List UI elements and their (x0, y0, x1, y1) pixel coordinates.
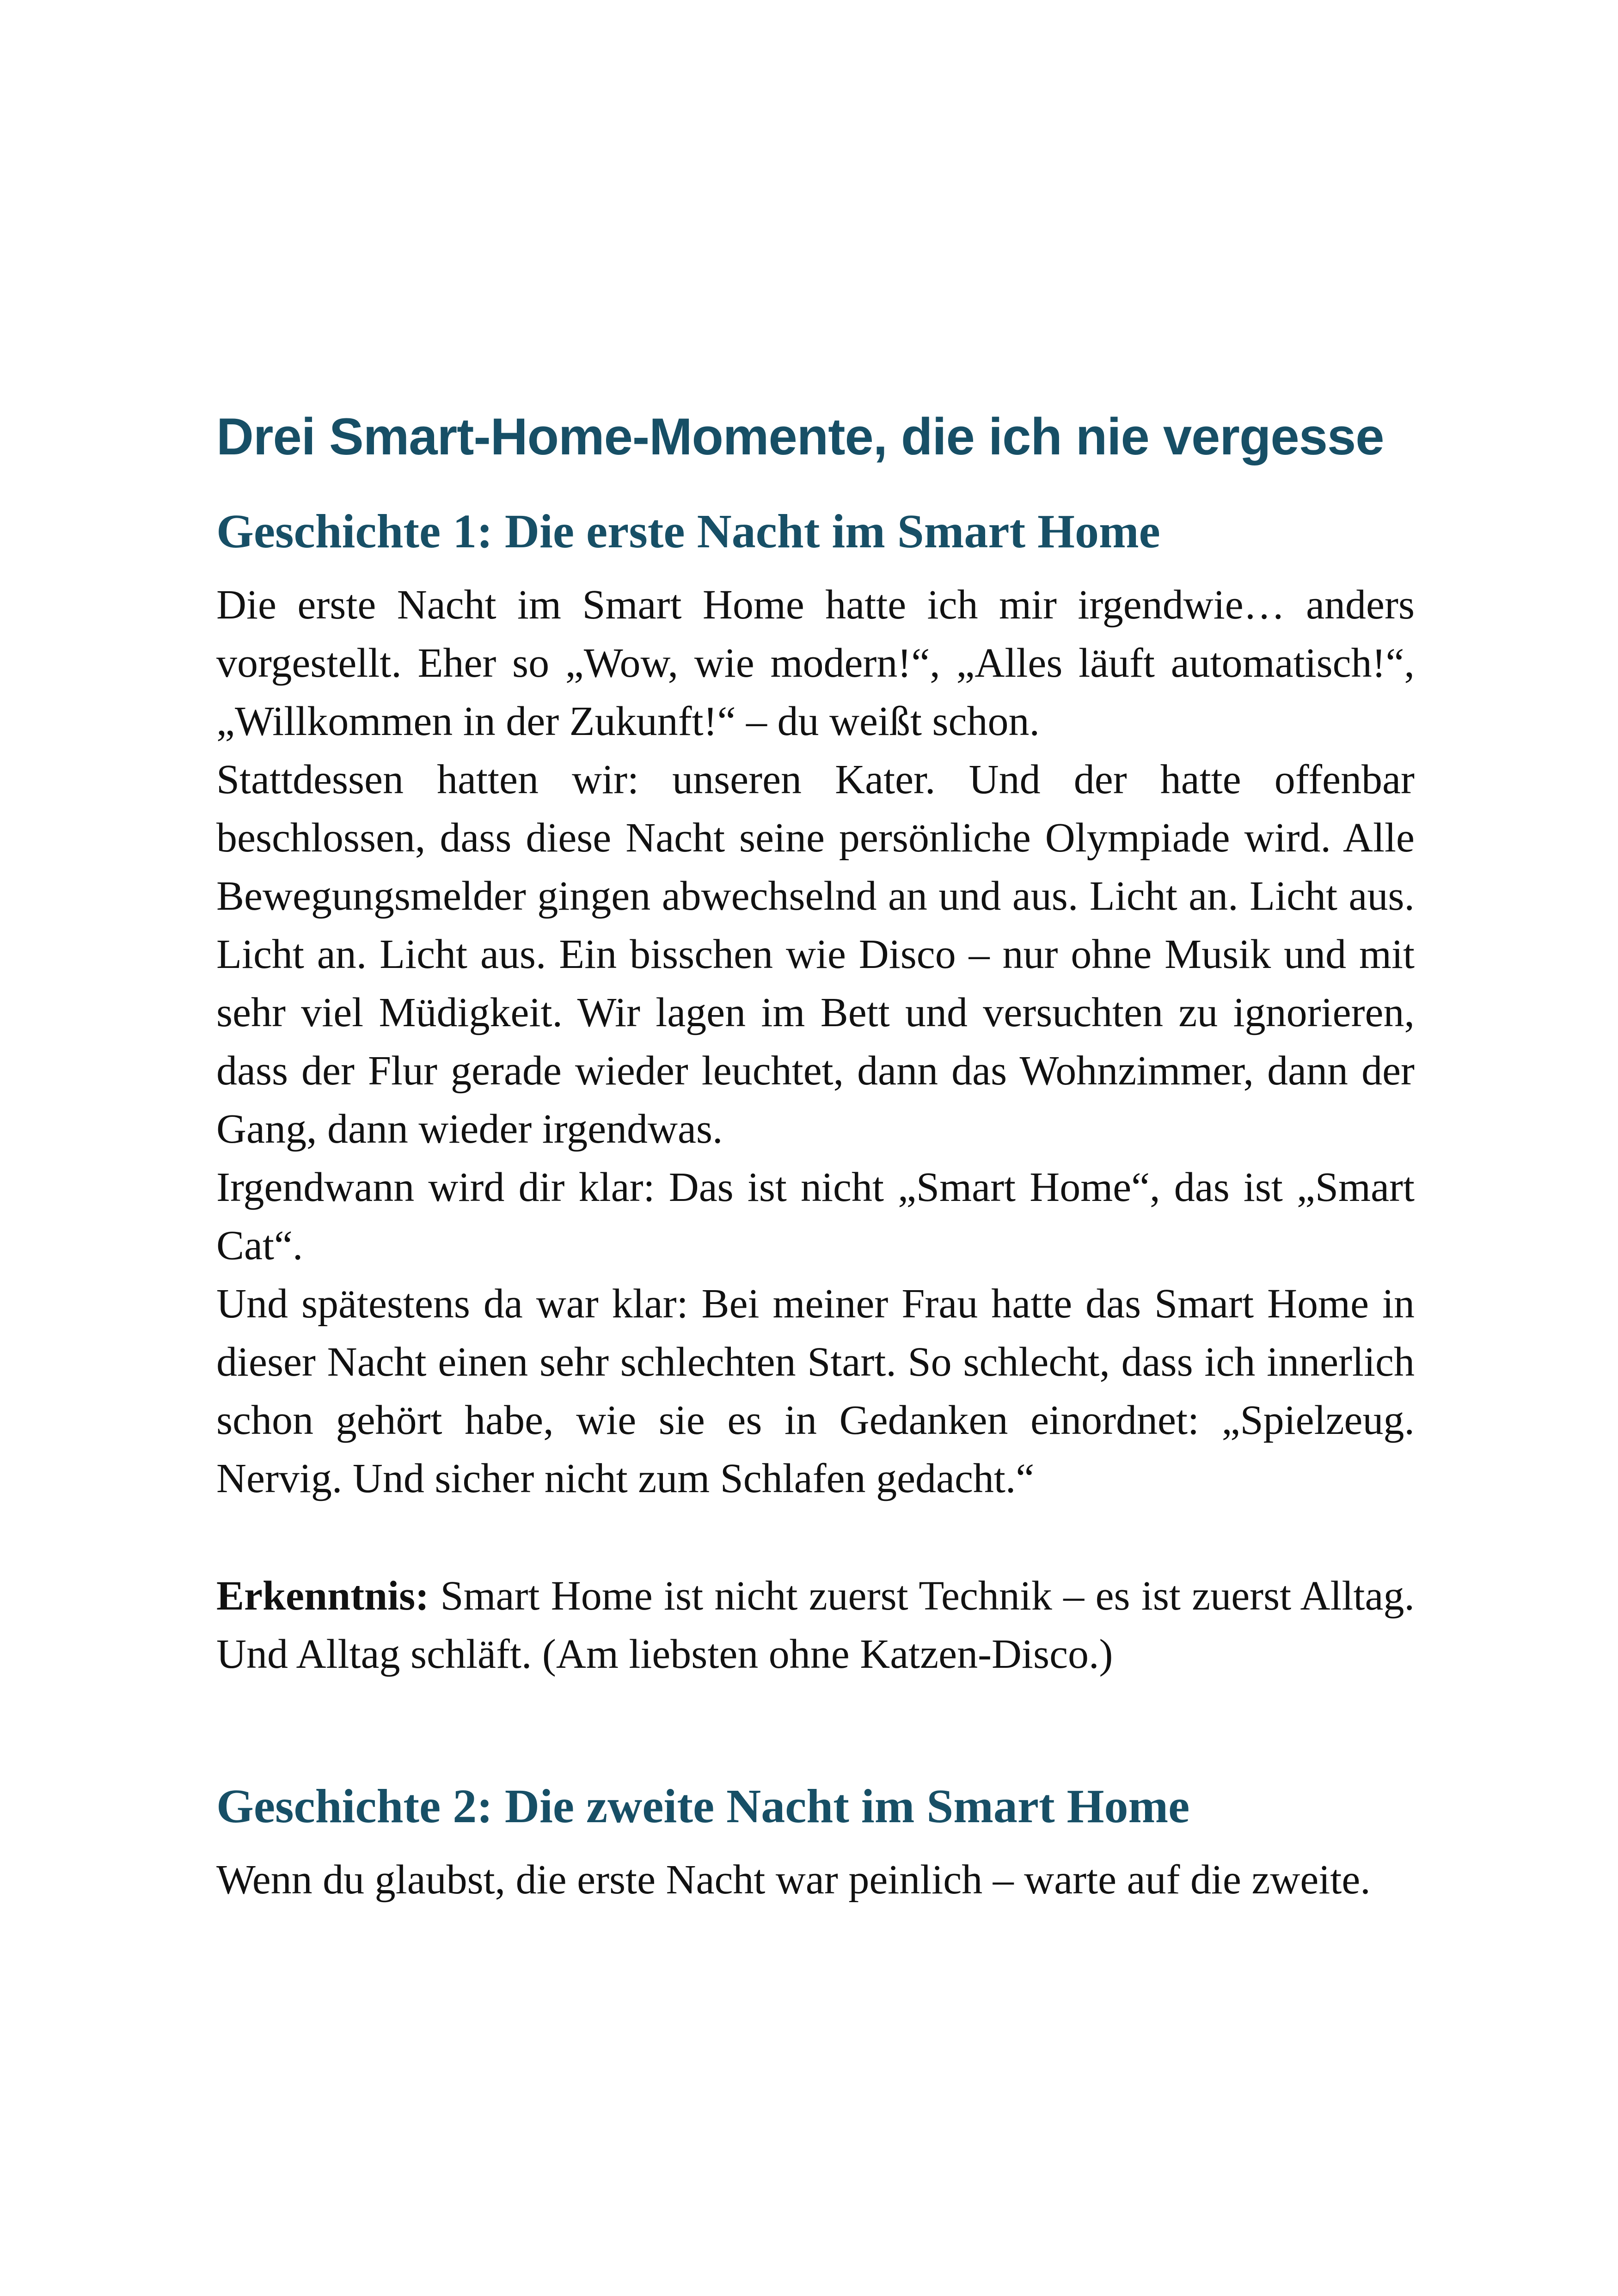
document-title: Drei Smart-Home-Momente, die ich nie vergesse (216, 408, 1384, 465)
story-1-paragraph-3: Irgendwann wird dir klar: Das ist nicht „Smart Home“, das ist „Smart Cat“. (216, 1164, 1415, 1268)
paragraph-spacer (216, 1508, 1415, 1567)
insight-text: Smart Home ist nicht zuerst Technik – es ist zuerst Alltag. Und Alltag schläft. (Am liebsten ohne Katzen-Disco.) (216, 1573, 1415, 1677)
document-body (216, 402, 1415, 1909)
story-2-heading: Geschichte 2: Die zweite Nacht im Smart Home (216, 1780, 1190, 1833)
story-1-heading: Geschichte 1: Die erste Nacht im Smart Home (216, 505, 1160, 558)
insight-label: Erkenntnis: (216, 1573, 429, 1619)
story-1 (216, 499, 1415, 1684)
story-1-insight (216, 1567, 1415, 1684)
story-2-paragraph-1: Wenn du glaubst, die erste Nacht war peinlich – warte auf die zweite. (216, 1857, 1371, 1903)
story-1-paragraph-1: Die erste Nacht im Smart Home hatte ich mir irgendwie… anders vorgestellt. Eher so „Wow, wie modern!“, „Alles läuft automatisch!“, „Willkommen in der Zukunft!“ – du weißt schon. (216, 582, 1415, 744)
story-1-paragraph-2: Stattdessen hatten wir: unseren Kater. Und der hatte offenbar beschlossen, dass diese Nacht seine persönliche Olympiade wird. Alle Bewegungsmelder gingen abwechselnd an und aus. Licht an. Licht aus. Licht an. Licht aus. Ein bisschen wie Disco – nur ohne Musik und mit sehr viel Müdigkeit. Wir lagen im Bett und versuchten zu ignorieren, dass der Flur gerade wieder leuchtet, dann das Wohnzimmer, dann der Gang, dann wieder irgendwas. (216, 757, 1415, 1152)
story-2 (216, 1774, 1415, 1909)
section-spacer (216, 1684, 1415, 1774)
story-1-paragraph-4: Und spätestens da war klar: Bei meiner Frau hatte das Smart Home in dieser Nacht einen sehr schlechten Start. So schlecht, dass ich innerlich schon gehört habe, wie sie es in Gedanken einordnet: „Spielzeug. Nervig. Und sicher nicht zum Schlafen gedacht.“ (216, 1281, 1415, 1501)
